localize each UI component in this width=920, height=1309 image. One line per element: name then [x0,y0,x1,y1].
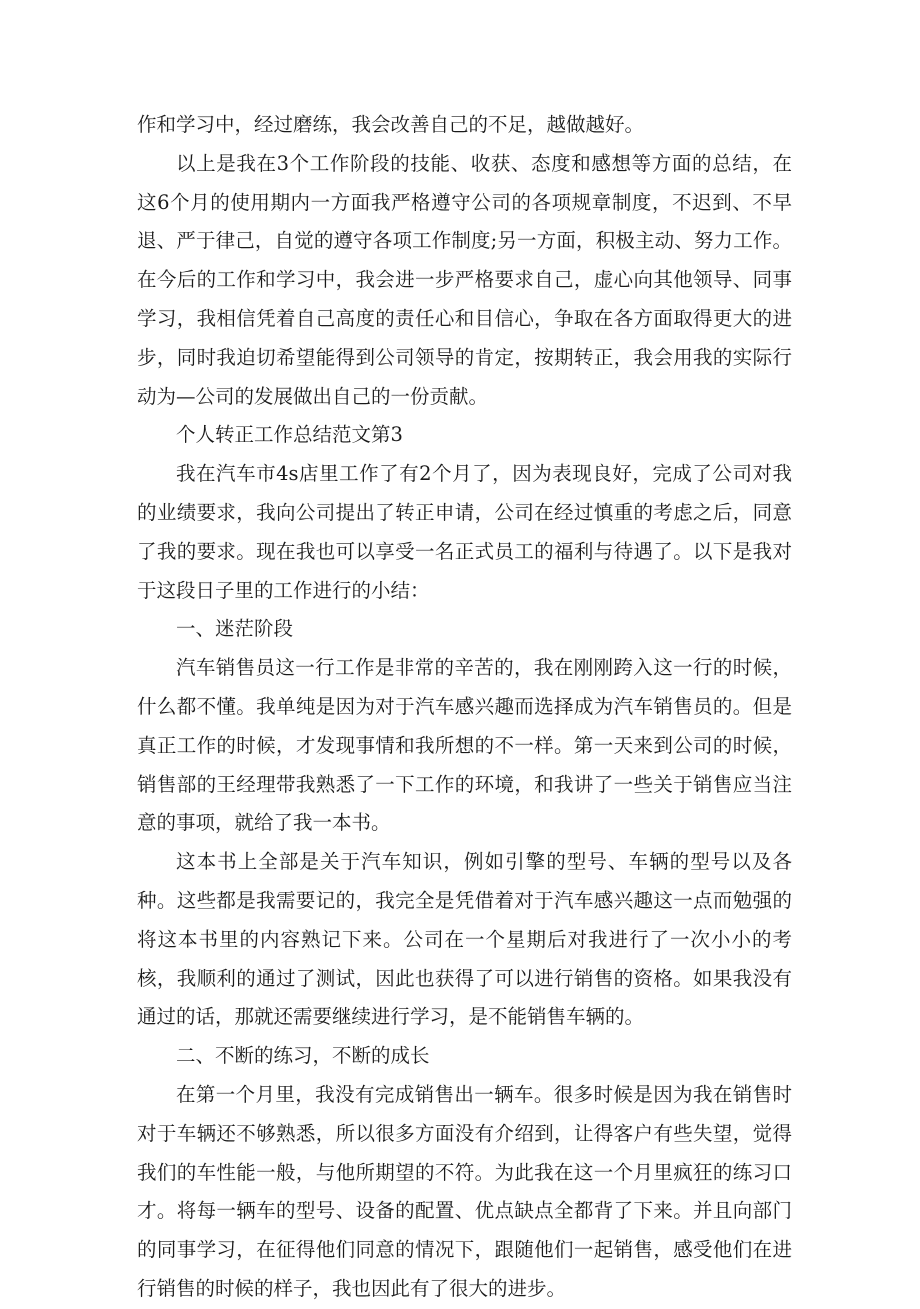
paragraph-continuation: 作和学习中，经过磨练，我会改善自己的不足，越做越好。 [137,113,645,136]
subheading-confusion-stage: 一、迷茫阶段 [176,617,294,641]
paragraph-confusion: 汽车销售员这一行工作是非常的辛苦的，我在刚刚跨入这一行的时候，什么都不懂。我单纯是因为对于汽车感兴趣而选择成为汽车销售员的。但是真正工作的时候，才发现事情和我所想的不一样。第一天来到公司的时候，销售部的王经理带我熟悉了一下工作的环境，和我讲了一些关于销售应当注意的事项，就给了我一本书。 [137,656,792,835]
paragraph-book: 这本书上全部是关于汽车知识，例如引擎的型号、车辆的型号以及各种。这些都是我需要记的，我完全是凭借着对于汽车感兴趣这一点而勉强的将这本书里的内容熟记下来。公司在一个星期后对我进行了一次小小的考核，我顺利的通过了测试，因此也获得了可以进行销售的资格。如果我没有通过的话，那就还需要继续进行学习，是不能销售车辆的。 [137,850,792,1029]
section-title: 个人转正工作总结范文第3 [176,423,403,447]
subheading-practice: 二、不断的练习，不断的成长 [176,1044,430,1068]
paragraph-summary: 以上是我在3个工作阶段的技能、收获、态度和感想等方面的总结，在这6个月的使用期内一方面我严格遵守公司的各项规章制度，不迟到、不早退、严于律己，自觉的遵守各项工作制度;另一方面，积极主动、努力工作。在今后的工作和学习中，我会进一步严格要求自己，虚心向其他领导、同事学习，我相信凭着自己高度的责任心和目信心，争取在各方面取得更大的进步，同时我迫切希望能得到公司领导的肯定，按期转正，我会用我的实际行动为—公司的发展做出自己的一份贡献。 [137,151,792,408]
document-body [137,106,792,1309]
paragraph-intro: 我在汽车市4s店里工作了有2个月了，因为表现良好，完成了公司对我的业绩要求，我向公司提出了转正申请，公司在经过慎重的考虑之后，同意了我的要求。现在我也可以享受一名正式员工的福利与待遇了。以下是我对于这段日子里的工作进行的小结： [137,462,792,602]
paragraph-practice: 在第一个月里，我没有完成销售出一辆车。很多时候是因为我在销售时对于车辆还不够熟悉，所以很多方面没有介绍到，让得客户有些失望，觉得我们的车性能一般，与他所期望的不符。为此我在这一个月里疯狂的练习口才。将每一辆车的型号、设备的配置、优点缺点全都背了下来。并且向部门的同事学习，在征得他们同意的情况下，跟随他们一起销售，感受他们在进行销售的时候的样子，我也因此有了很大的进步。 [137,1082,792,1300]
